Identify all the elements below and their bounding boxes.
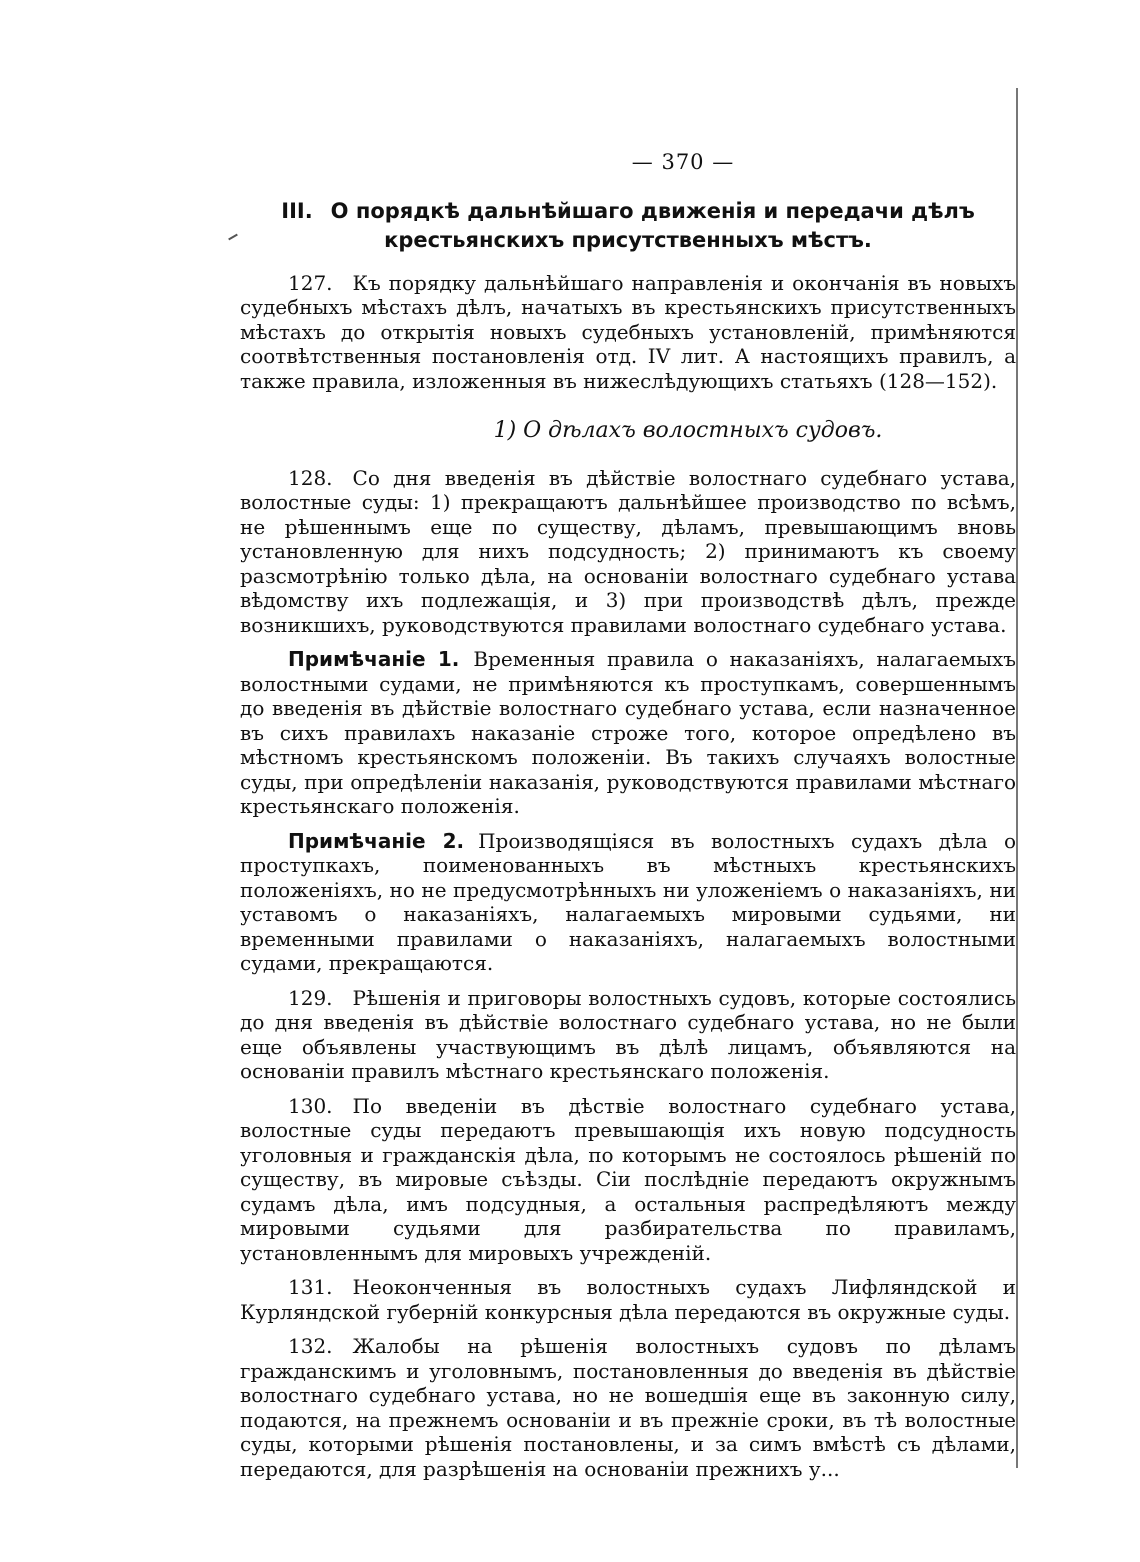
section-title: О порядкѣ дальнѣйшаго движенія и передачи дѣлъ крестьянскихъ присутственныхъ мѣстъ. — [330, 198, 975, 252]
note-text: Временныя правила о наказаніяхъ, налагаемыхъ волостными судами, не примѣняются къ проступкамъ, совершеннымъ до введенія въ дѣйствіе волостнаго судебнаго устава, если назначенное въ сихъ правилахъ наказаніе строже того, которое опредѣлено въ мѣстномъ крестьянскомъ положеніи. Въ такихъ случаяхъ волостные суды, при опредѣленіи наказанія, руководствуются правилами мѣстнаго крестьянскаго положенія. — [240, 647, 1017, 818]
article-128 — [240, 466, 1016, 638]
article-text: По введеніи въ дѣствіе волостнаго судебнаго устава, волостные суды передаютъ превышающія ихъ новую подсудность уголовныя и гражданскія дѣла, по которымъ не состоялось рѣшеній по существу, въ мировые съѣзды. Сіи послѣдніе передаютъ окружнымъ судамъ дѣла, имъ подсудныя, а остальныя распредѣляютъ между мировыми судьями для разбирательства по правиламъ, установленнымъ для мировыхъ учрежденій. — [240, 1093, 1016, 1265]
page-number: — 370 — — [631, 150, 735, 174]
article-text: Со дня введенія въ дѣйствіе волостнаго судебнаго устава, волостные суды: 1) прекращаютъ дальнѣйшее производство по всѣмъ, не рѣшеннымъ еще по существу, дѣламъ, превышающимъ вновь установленную для нихъ подсудность; 2) принимаютъ къ своему разсмотрѣнію только дѣла, на основаніи волостнаго судебнаго устава вѣдомству ихъ подлежащія, и 3) при производствѣ дѣлъ, прежде возникшихъ, руководствуются правилами волостнаго судебнаго устава. — [240, 465, 1016, 637]
article-text: Неоконченныя въ волостныхъ судахъ Лифляндской и Курляндской губерній конкурсныя дѣла передаются въ окружные суды. — [240, 1275, 1016, 1324]
section-number: III. — [281, 198, 313, 223]
article-number: 131. — [288, 1275, 333, 1299]
article-number: 127. — [288, 270, 333, 295]
article-number: 128. — [288, 465, 333, 490]
article-127 — [240, 271, 1016, 394]
note-label: Примѣчаніе 1. — [288, 647, 460, 671]
document-page — [240, 150, 1016, 1491]
article-number: 132. — [288, 1334, 333, 1358]
article-text: Къ порядку дальнѣйшаго направленія и окончанія въ новыхъ судебныхъ мѣстахъ дѣлъ, начатыхъ въ крестьянскихъ присутственныхъ мѣстахъ до открытія новыхъ судебныхъ установленій, примѣняются соотвѣтственныя постановленія отд. IV лит. А настоящихъ правилъ, а также правила, изложенныя въ нижеслѣдующихъ статьяхъ (128—152). — [240, 270, 1016, 393]
article-132 — [240, 1334, 1016, 1481]
scan-mark — [228, 234, 238, 241]
subsection-heading: 1) О дѣлахъ волостныхъ судовъ. — [493, 418, 883, 443]
note-text: Производящіяся въ волостныхъ судахъ дѣла о проступкахъ, поименованныхъ въ мѣстныхъ крестьянскихъ положеніяхъ, но не предусмотрѣнныхъ ни уложеніемъ о наказаніяхъ, ни уставомъ о наказаніяхъ, налагаемыхъ мировыми судьями, ни временными правилами о наказаніяхъ, налагаемыхъ волостными судами, прекращаются. — [240, 828, 1016, 975]
section-heading — [240, 197, 1016, 255]
note-1 — [240, 647, 1016, 819]
article-text: Жалобы на рѣшенія волостныхъ судовъ по дѣламъ гражданскимъ и уголовнымъ, постановленныя до введенія въ дѣйствіе волостнаго судебнаго устава, но не вошедшія еще въ законную силу, подаются, на прежнемъ основаніи и въ прежніе сроки, въ тѣ волостные суды, которыми рѣшенія постановлены, и за симъ вмѣстѣ съ дѣлами, передаются, для разрѣшенія на основаніи прежнихъ у... — [240, 1334, 1016, 1481]
page-edge-line — [1016, 88, 1018, 1468]
article-text: Рѣшенія и приговоры волостныхъ судовъ, которые состоялись до дня введенія въ дѣйствіе волостнаго судебнаго устава, но не были еще объявлены участвующимъ въ дѣлѣ лицамъ, объявляются на основаніи правилъ мѣстнаго крестьянскаго положенія. — [240, 985, 1016, 1083]
note-2 — [240, 829, 1016, 976]
article-number: 129. — [288, 985, 333, 1010]
article-130 — [240, 1094, 1016, 1266]
article-129 — [240, 986, 1016, 1084]
note-label: Примѣчаніе 2. — [288, 828, 465, 853]
article-number: 130. — [288, 1093, 333, 1118]
article-131 — [240, 1275, 1016, 1324]
